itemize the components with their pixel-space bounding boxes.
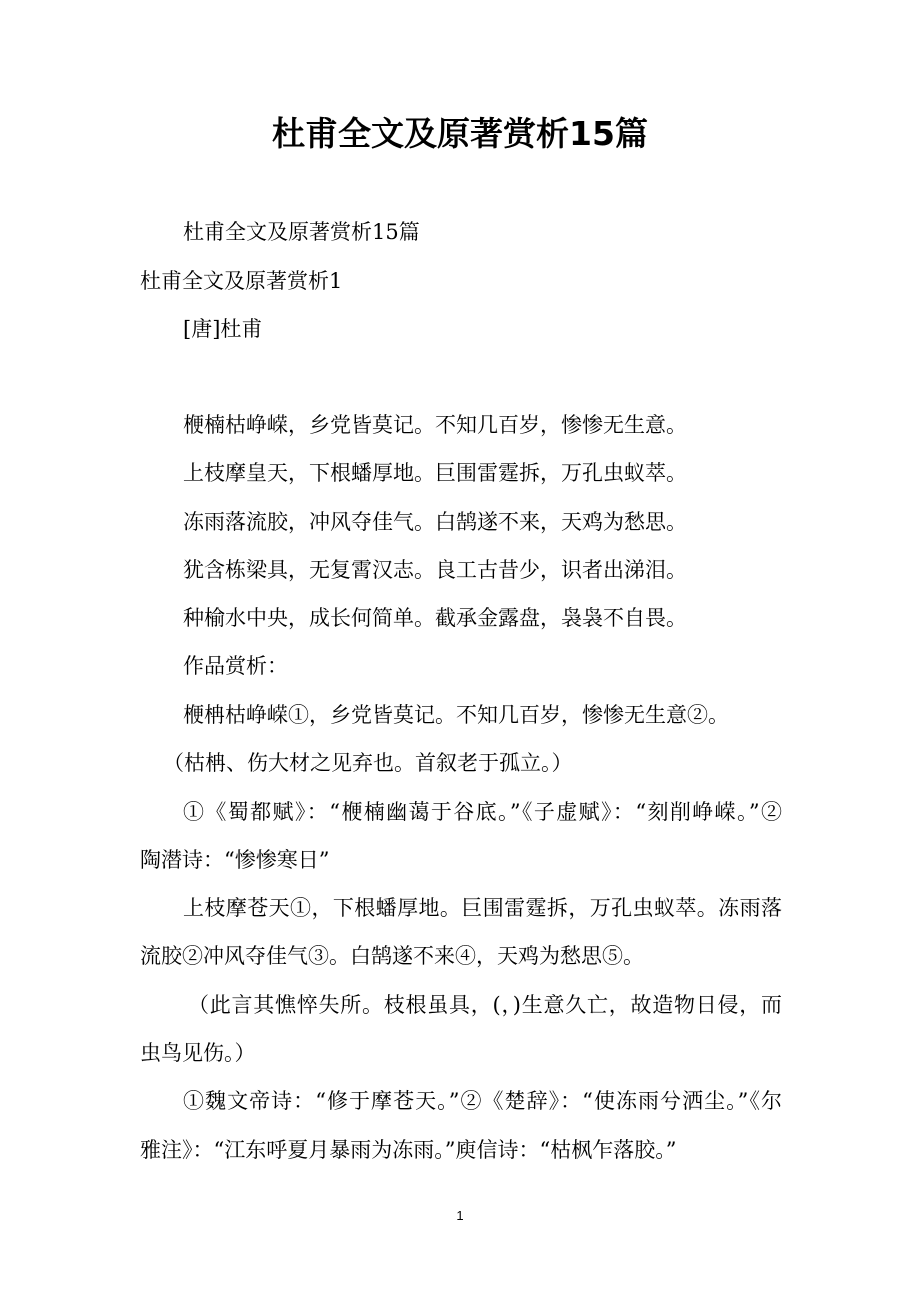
analysis-line: 上枝摩苍天①，下根蟠厚地。巨围雷霆拆，万孔虫蚁萃。冻雨落 bbox=[183, 896, 782, 920]
author-line: [唐]杜甫 bbox=[183, 317, 263, 341]
poem-line: 冻雨落流胶，冲风夺佳气。白鹄遂不来，天鸡为愁思。 bbox=[183, 510, 687, 534]
section-heading: 杜甫全文及原著赏析1 bbox=[140, 269, 343, 293]
analysis-heading: 作品赏析： bbox=[183, 654, 288, 678]
analysis-note: ①魏文帝诗：“修于摩苍天。”②《楚辞》：“使冻雨兮洒尘。”《尔 bbox=[183, 1089, 782, 1113]
analysis-note: 陶潜诗：“惨惨寒日” bbox=[140, 848, 330, 872]
analysis-line: 流胶②冲风夺佳气③。白鹄遂不来④，天鸡为愁思⑤。 bbox=[140, 944, 644, 968]
poem-line: 上枝摩皇天，下根蟠厚地。巨围雷霆拆，万孔虫蚁萃。 bbox=[183, 461, 687, 485]
analysis-note: ①《蜀都赋》：“楩楠幽蔼于谷底。”《子虚赋》：“刻削峥嵘。”② bbox=[183, 800, 782, 824]
analysis-note: 雅注》：“江东呼夏月暴雨为冻雨。”庾信诗：“枯枫乍落胶。” bbox=[140, 1138, 677, 1162]
poem-line: 犹含栋梁具，无复霄汉志。良工古昔少，识者出涕泪。 bbox=[183, 558, 687, 582]
analysis-comment: 虫鸟见伤。） bbox=[140, 1041, 256, 1065]
poem-line: 种榆水中央，成长何简单。截承金露盘，袅袅不自畏。 bbox=[183, 606, 687, 630]
analysis-comment: （此言其憔悴失所。枝根虽具，(，)生意久亡，故造物日侵，而 bbox=[188, 993, 782, 1017]
analysis-comment: （枯柟、伤大材之见弃也。首叙老于孤立。） bbox=[163, 751, 573, 775]
analysis-line: 楩柟枯峥嵘①，乡党皆莫记。不知几百岁，惨惨无生意②。 bbox=[183, 703, 729, 727]
page-number: 1 bbox=[456, 1208, 464, 1223]
document-title: 杜甫全文及原著赏析15篇 bbox=[272, 114, 648, 153]
subtitle: 杜甫全文及原著赏析15篇 bbox=[183, 220, 420, 244]
poem-line: 楩楠枯峥嵘，乡党皆莫记。不知几百岁，惨惨无生意。 bbox=[183, 413, 687, 437]
